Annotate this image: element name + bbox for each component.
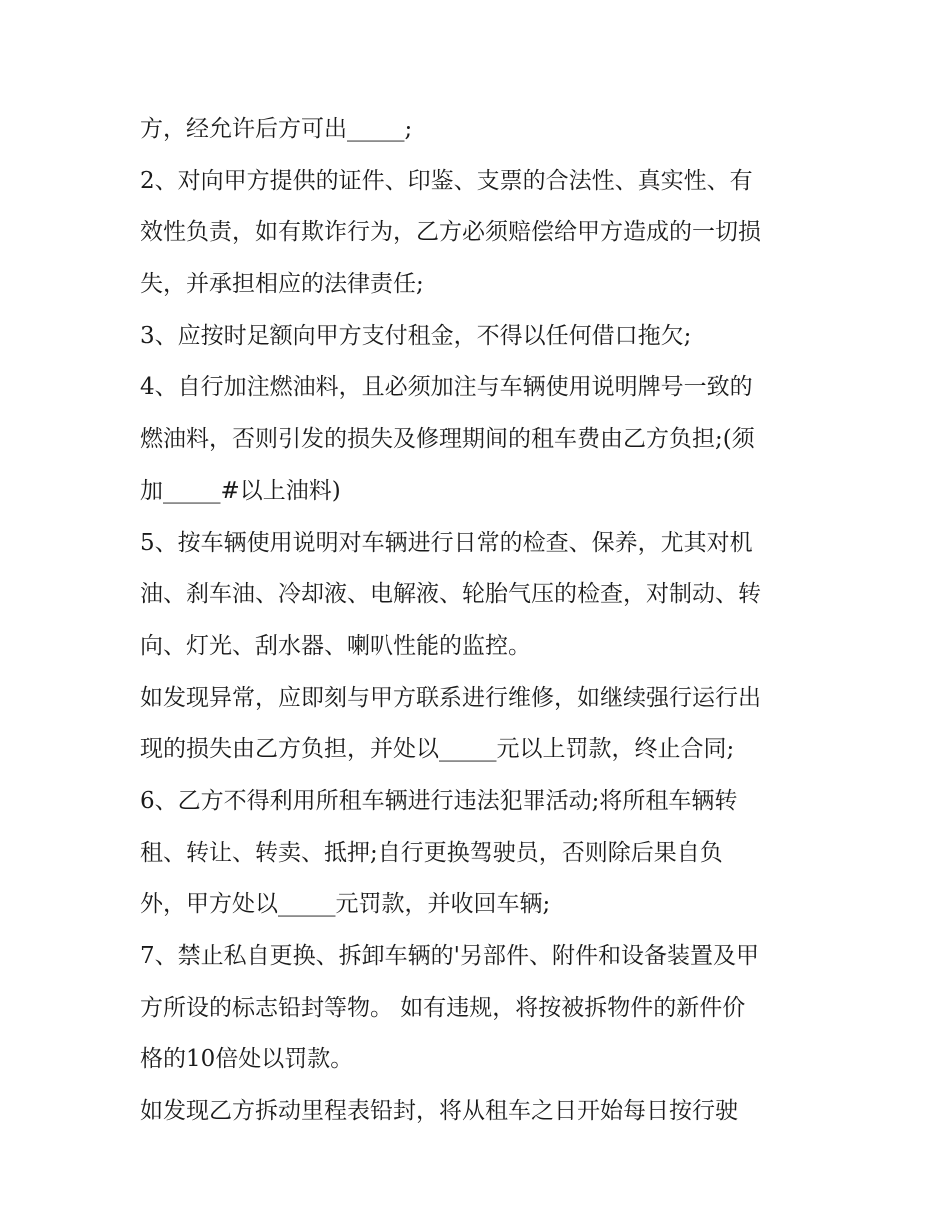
text-line: 3、应按时足额向甲方支付租金，不得以任何借口拖欠; — [140, 322, 692, 349]
contract-text — [140, 104, 830, 1138]
text-line: 4、自行加注燃油料，且必须加注与车辆使用说明牌号一致的 — [140, 374, 753, 401]
text-line: 向、灯光、刮水器、喇叭性能的监控。 — [140, 632, 531, 659]
text-line: 现的损失由乙方负担，并处以_____元以上罚款，终止合同; — [140, 736, 735, 763]
text-line: 油、刹车油、冷却液、电解液、轮胎气压的检查，对制动、转 — [140, 581, 761, 608]
text-line: 方，经允许后方可出_____; — [140, 116, 413, 142]
text-line: 2、对向甲方提供的证件、印鉴、支票的合法性、真实性、有 — [140, 167, 753, 194]
text-line: 加_____#以上油料) — [140, 477, 341, 504]
text-line: 方所设的标志铅封等物。 如有违规，将按被拆物件的新件价 — [140, 994, 746, 1021]
text-line: 如发现乙方拆动里程表铅封，将从租车之日开始每日按行驶 — [140, 1098, 738, 1125]
text-line: 7、禁止私自更换、拆卸车辆的'另部件、附件和设备装置及甲 — [140, 943, 759, 969]
text-line: 失，并承担相应的法律责任; — [140, 271, 424, 298]
text-line: 6、乙方不得利用所租车辆进行违法犯罪活动;将所租车辆转 — [140, 787, 738, 814]
text-line: 格的10倍处以罚款。 — [140, 1046, 354, 1073]
text-line: 如发现异常，应即刻与甲方联系进行维修，如继续强行运行出 — [140, 684, 761, 711]
text-line: 外，甲方处以_____元罚款，并收回车辆; — [140, 891, 551, 918]
text-line: 租、转让、转卖、抵押;自行更换驾驶员，否则除后果自负 — [140, 839, 723, 866]
text-line: 效性负责，如有欺诈行为，乙方必须赔偿给甲方造成的一切损 — [140, 219, 761, 246]
text-line: 燃油料，否则引发的损失及修理期间的租车费由乙方负担;(须 — [140, 426, 755, 453]
text-line: 5、按车辆使用说明对车辆进行日常的检查、保养，尤其对机 — [140, 529, 753, 556]
